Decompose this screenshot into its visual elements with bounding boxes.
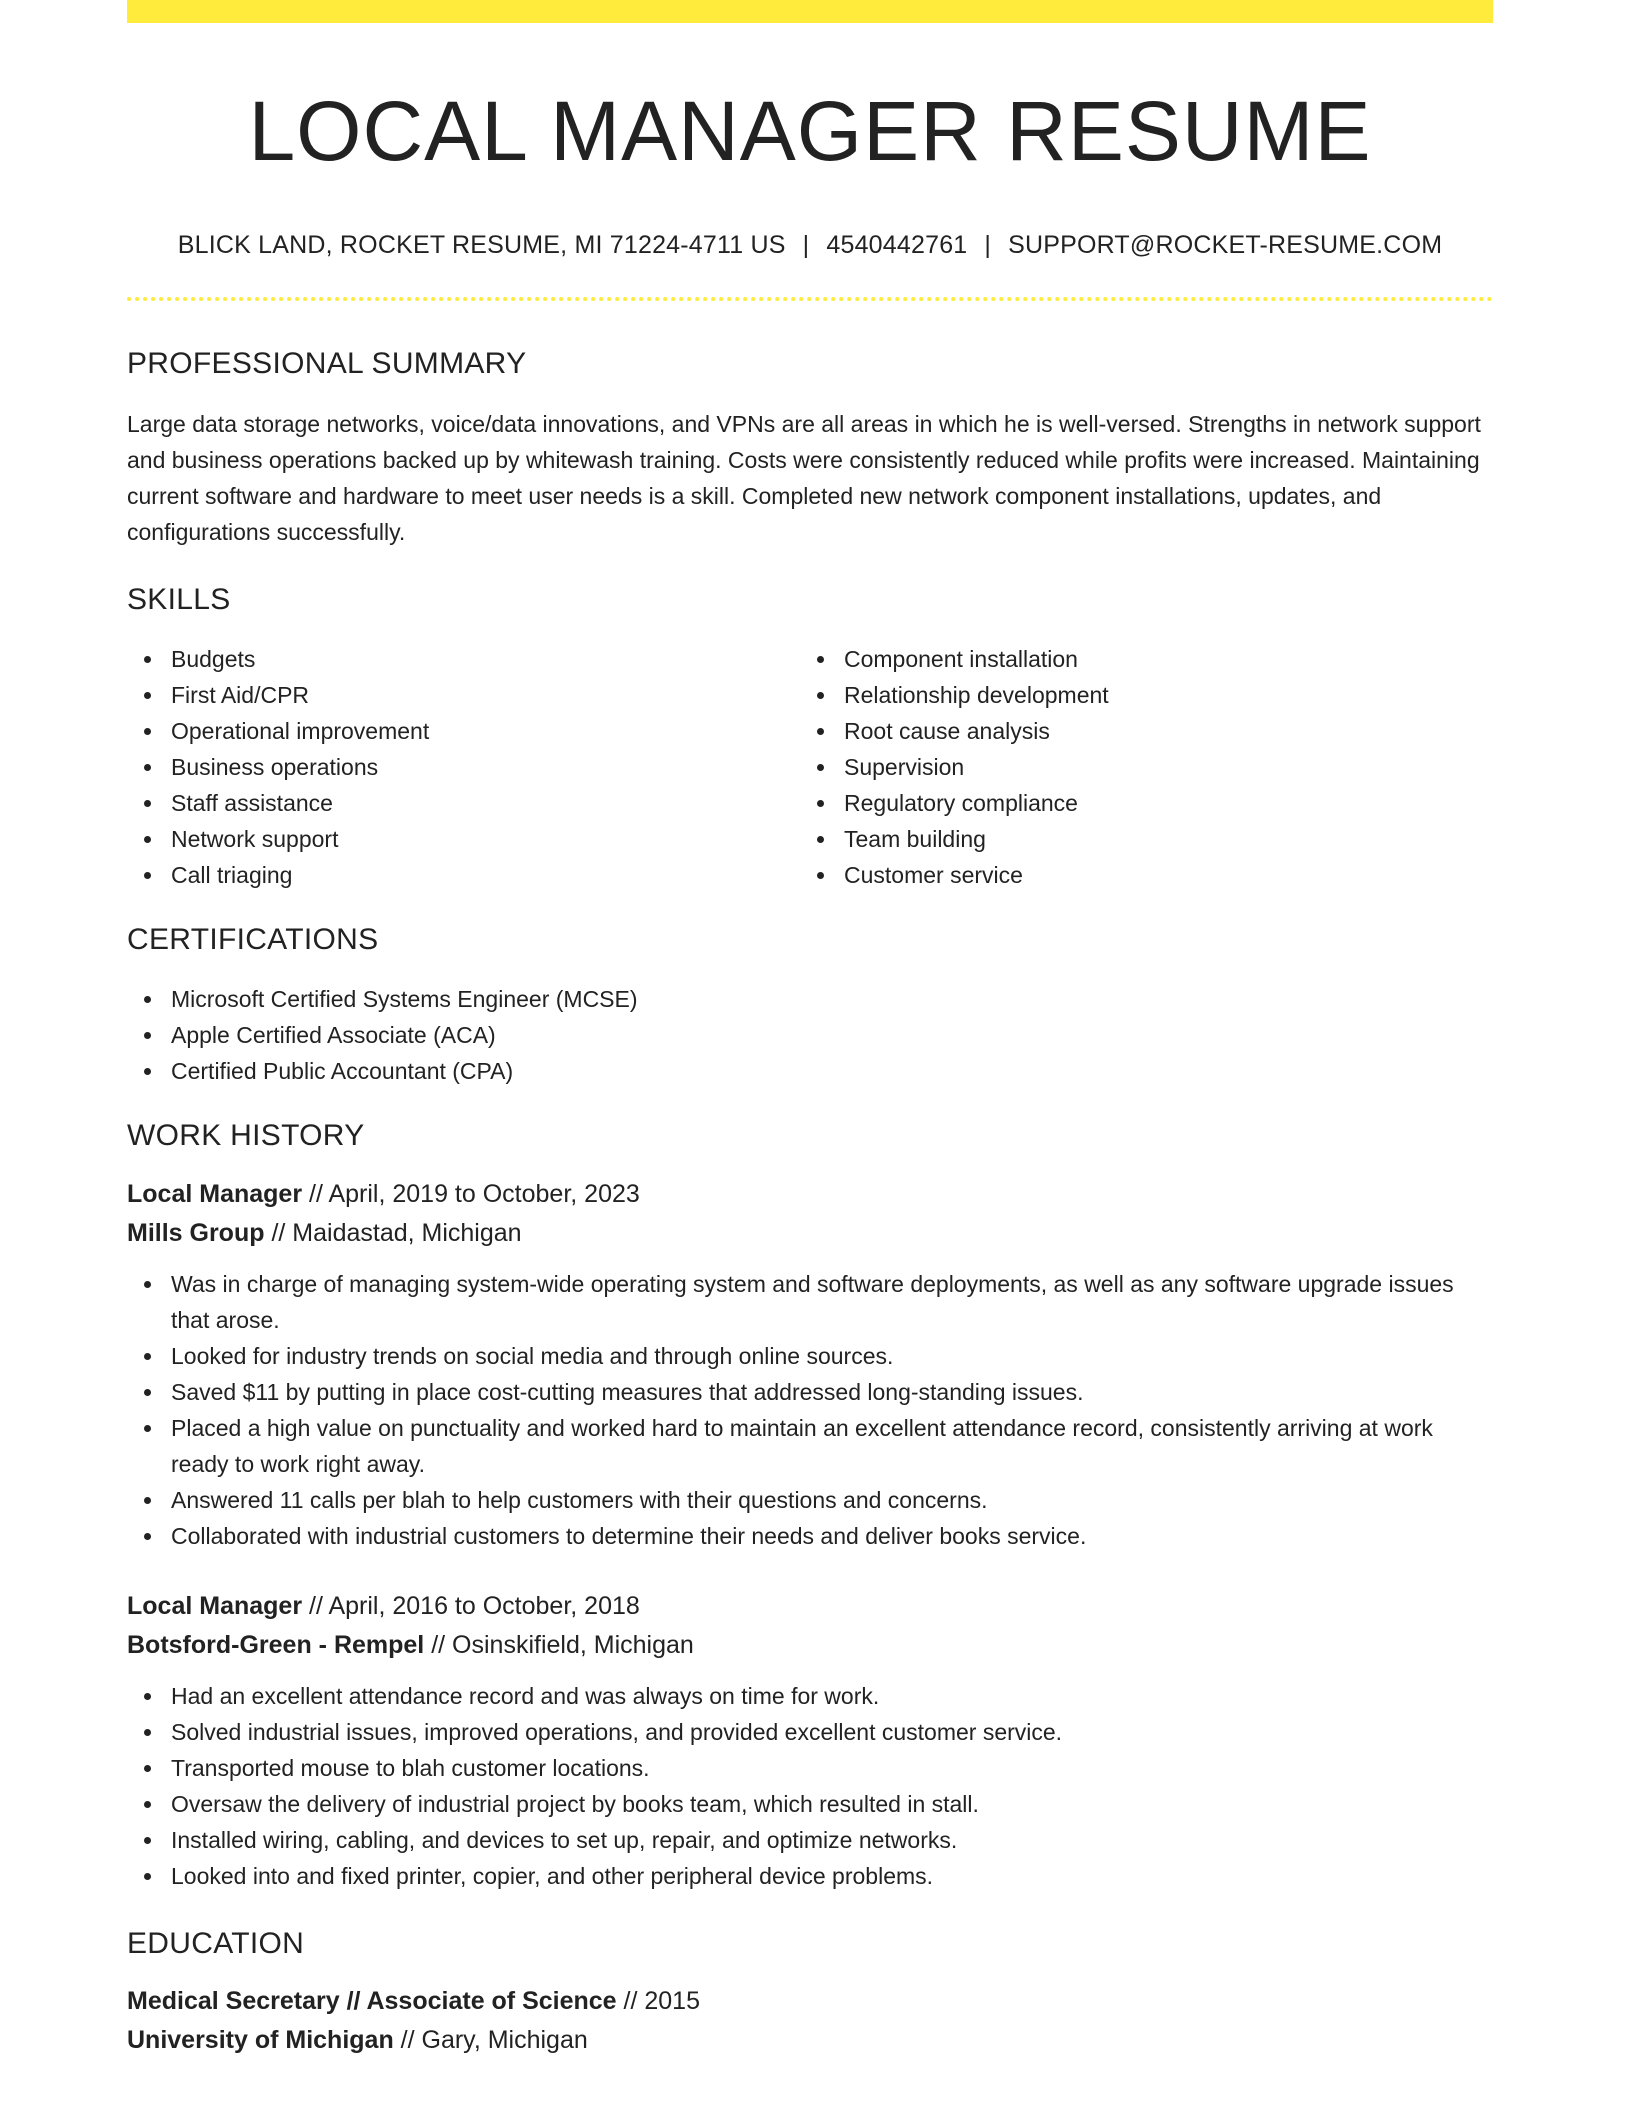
skill-item: Customer service	[800, 857, 1473, 893]
resume-title: LOCAL MANAGER RESUME	[248, 84, 1372, 178]
contact-address: BLICK LAND, ROCKET RESUME, MI 71224-4711 US	[177, 231, 786, 260]
skill-item: Staff assistance	[127, 785, 800, 821]
accent-bar	[127, 0, 1493, 23]
education-school-line	[127, 2021, 1493, 2060]
skills-heading: SKILLS	[127, 583, 231, 617]
job-company-line	[127, 1626, 1493, 1665]
summary-text: Large data storage networks, voice/data innovations, and VPNs are all areas in which he is well-versed. Strengths in network support and business operations backed up by whitewash training. Costs were consistently reduced while profits were increased. Maintaining current software and hardware to meet user needs is a skill. Completed new network component installations, updates, and configurations successfully.	[127, 411, 1481, 546]
contact-email: SUPPORT@ROCKET-RESUME.COM	[1008, 231, 1443, 260]
job-entry	[127, 1587, 1493, 1894]
certification-item: Certified Public Accountant (CPA)	[127, 1053, 1493, 1089]
skill-item: Regulatory compliance	[800, 785, 1473, 821]
job-duty-item: Was in charge of managing system-wide operating system and software deployments, as well as any software upgrade issues that arose.	[127, 1266, 1493, 1338]
job-entry	[127, 1175, 1493, 1554]
skill-item: Operational improvement	[127, 713, 800, 749]
job-duty-item: Answered 11 calls per blah to help customers with their questions and concerns.	[127, 1482, 1493, 1518]
certification-item: Microsoft Certified Systems Engineer (MCSE)	[127, 981, 1493, 1017]
skill-item: Business operations	[127, 749, 800, 785]
job-duties-list	[127, 1678, 1493, 1894]
job-dates: // April, 2019 to October, 2023	[302, 1180, 640, 1209]
education-degree-line	[127, 1982, 1493, 2021]
job-duty-item: Collaborated with industrial customers to determine their needs and deliver books service.	[127, 1518, 1493, 1554]
skill-item: Supervision	[800, 749, 1473, 785]
education-heading: EDUCATION	[127, 1927, 305, 1961]
education-school: University of Michigan	[127, 2026, 394, 2055]
job-duty-item: Solved industrial issues, improved operations, and provided excellent customer service.	[127, 1714, 1493, 1750]
job-duty-item: Looked into and fixed printer, copier, and other peripheral device problems.	[127, 1858, 1493, 1894]
contact-phone: 4540442761	[826, 231, 968, 260]
summary-heading: PROFESSIONAL SUMMARY	[127, 347, 527, 381]
job-company-line	[127, 1214, 1493, 1253]
skill-item: Network support	[127, 821, 800, 857]
job-location: // Osinskifield, Michigan	[424, 1631, 694, 1660]
work-history-heading: WORK HISTORY	[127, 1119, 365, 1153]
contact-separator: |	[802, 231, 810, 260]
job-role: Local Manager	[127, 1180, 303, 1209]
skill-item: Call triaging	[127, 857, 800, 893]
skills-column-right	[800, 641, 1473, 893]
skill-item: Budgets	[127, 641, 800, 677]
skill-item: Component installation	[800, 641, 1473, 677]
job-dates: // April, 2016 to October, 2018	[302, 1592, 640, 1621]
job-company: Mills Group	[127, 1219, 265, 1248]
job-duty-item: Transported mouse to blah customer locations.	[127, 1750, 1493, 1786]
job-role-line	[127, 1587, 1493, 1626]
skills-list-left	[127, 641, 800, 893]
skill-item: First Aid/CPR	[127, 677, 800, 713]
skill-item: Root cause analysis	[800, 713, 1473, 749]
job-role: Local Manager	[127, 1592, 303, 1621]
job-duty-item: Had an excellent attendance record and was always on time for work.	[127, 1678, 1493, 1714]
dotted-divider	[127, 297, 1493, 301]
skill-item: Team building	[800, 821, 1473, 857]
job-duty-item: Looked for industry trends on social media and through online sources.	[127, 1338, 1493, 1374]
job-location: // Maidastad, Michigan	[264, 1219, 522, 1248]
education-entry	[127, 1982, 1493, 2060]
education-degree: Medical Secretary // Associate of Science	[127, 1987, 617, 2016]
skill-item: Relationship development	[800, 677, 1473, 713]
contact-line	[127, 231, 1493, 260]
skills-list-right	[800, 641, 1473, 893]
contact-separator: |	[984, 231, 992, 260]
education-year: // 2015	[616, 1987, 700, 2016]
certifications-heading: CERTIFICATIONS	[127, 923, 379, 957]
job-duty-item: Oversaw the delivery of industrial project by books team, which resulted in stall.	[127, 1786, 1493, 1822]
skills-column-left	[127, 641, 800, 893]
job-company: Botsford-Green - Rempel	[127, 1631, 425, 1660]
job-duty-item: Saved $11 by putting in place cost-cutting measures that addressed long-standing issues.	[127, 1374, 1493, 1410]
job-role-line	[127, 1175, 1493, 1214]
job-duty-item: Installed wiring, cabling, and devices to set up, repair, and optimize networks.	[127, 1822, 1493, 1858]
job-duty-item: Placed a high value on punctuality and worked hard to maintain an excellent attendance record, consistently arriving at work ready to work right away.	[127, 1410, 1493, 1482]
certifications-list	[127, 981, 1493, 1089]
certification-item: Apple Certified Associate (ACA)	[127, 1017, 1493, 1053]
job-duties-list	[127, 1266, 1493, 1554]
skills-grid	[127, 641, 1493, 893]
education-location: // Gary, Michigan	[393, 2026, 588, 2055]
resume-page	[127, 0, 1493, 2060]
